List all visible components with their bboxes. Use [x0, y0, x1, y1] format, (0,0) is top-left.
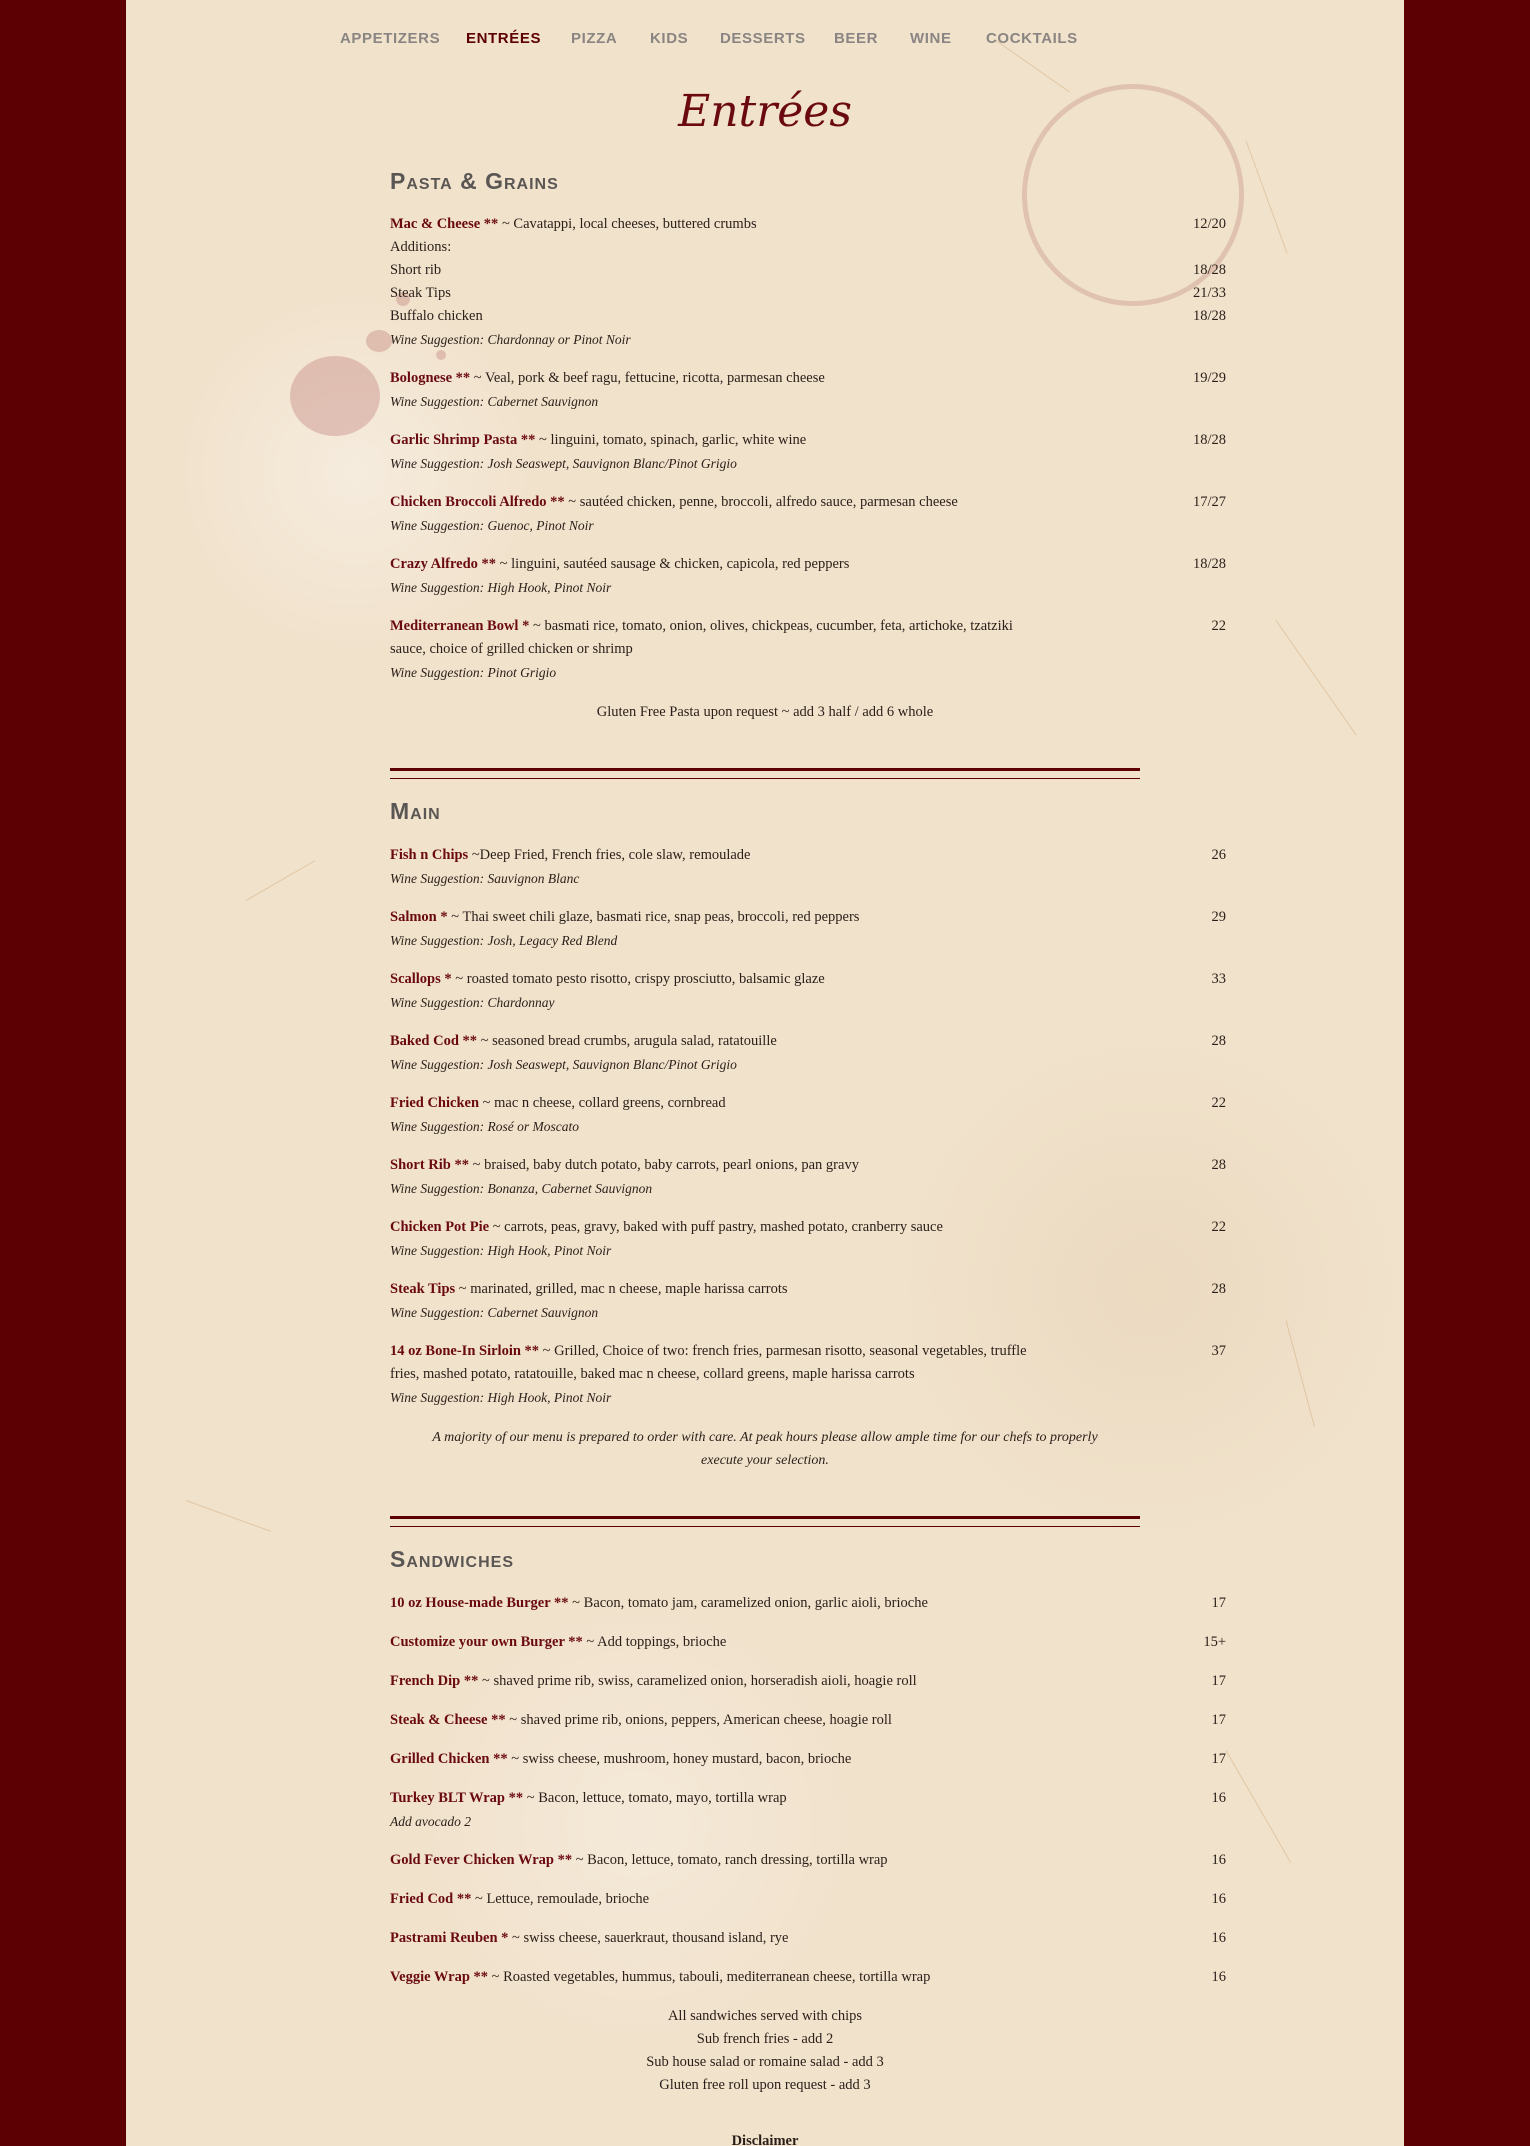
addition-label: Steak Tips [390, 285, 451, 301]
sandwich-note: Sub french fries - add 2 [696, 2031, 834, 2047]
item-price: 17 [1211, 1595, 1226, 1611]
item-name: Customize your own Burger ** [390, 1634, 583, 1650]
item-desc: ~Deep Fried, French fries, cole slaw, remoulade [468, 847, 751, 863]
item-desc: ~ carrots, peas, gravy, baked with puff pastry, mashed potato, cranberry sauce [489, 1219, 943, 1235]
nav-kids[interactable]: KIDS [650, 30, 689, 47]
menu-item-steak-tips [390, 1279, 1030, 1299]
item-price: 26 [1211, 847, 1226, 863]
paper-fiber [1276, 620, 1357, 735]
nav-beer[interactable]: BEER [834, 30, 879, 47]
item-price: 17 [1211, 1712, 1226, 1728]
item-price: 22 [1211, 1095, 1226, 1111]
item-price: 28 [1211, 1157, 1226, 1173]
item-price: 22 [1211, 618, 1226, 634]
menu-item-crazy-alfredo [390, 554, 1030, 574]
menu-item-bone-in-sirloin [390, 1341, 1030, 1361]
menu-item-turkey-blt-wrap [390, 1788, 1030, 1808]
wine-suggestion: Wine Suggestion: High Hook, Pinot Noir [390, 1243, 612, 1258]
sandwich-note: All sandwiches served with chips [667, 2008, 863, 2024]
item-desc: ~ linguini, tomato, spinach, garlic, white wine [535, 432, 807, 448]
paper-fiber [1246, 140, 1288, 253]
item-name: Steak Tips [390, 1281, 456, 1297]
item-name: Grilled Chicken ** [390, 1751, 508, 1767]
item-name: Chicken Broccoli Alfredo ** [390, 494, 565, 510]
wine-stain-blob [290, 356, 380, 436]
wine-stain-blob [366, 330, 392, 352]
paper-fiber [246, 860, 316, 901]
item-price: 33 [1211, 971, 1226, 987]
item-price: 12/20 [1192, 216, 1226, 232]
menu-item-chicken-alfredo [390, 492, 1030, 512]
item-name: Mac & Cheese ** [390, 216, 499, 232]
item-desc: ~ Lettuce, remoulade, brioche [471, 1891, 650, 1907]
menu-item-grilled-chicken [390, 1749, 1030, 1769]
menu-item-mediterranean-bowl [390, 616, 1030, 636]
addition-price: 18/28 [1192, 262, 1226, 278]
wine-suggestion: Wine Suggestion: Cabernet Sauvignon [390, 1305, 599, 1320]
item-name: French Dip ** [390, 1673, 479, 1689]
section-title-pasta: Pasta & Grains [390, 168, 559, 194]
menu-item-mac-cheese [390, 214, 1030, 234]
wine-suggestion: Wine Suggestion: Chardonnay [390, 995, 555, 1010]
item-desc: ~ Roasted vegetables, hummus, tabouli, mediterranean cheese, tortilla wrap [488, 1969, 931, 1985]
wine-suggestion: Wine Suggestion: Guenoc, Pinot Noir [390, 518, 594, 533]
menu-item-bolognese [390, 368, 1030, 388]
item-name: Fried Cod ** [390, 1891, 472, 1907]
paper-fiber [186, 1500, 271, 1532]
item-name: Baked Cod ** [390, 1033, 478, 1049]
item-desc: ~ Cavatappi, local cheeses, buttered crumbs [498, 216, 757, 232]
item-name: Mediterranean Bowl * [390, 618, 530, 634]
item-name: Crazy Alfredo ** [390, 556, 497, 572]
wine-stain-blob [436, 350, 446, 360]
paper-fiber [1226, 1750, 1292, 1863]
item-name: Steak & Cheese ** [390, 1712, 506, 1728]
menu-item-garlic-shrimp [390, 430, 1030, 450]
item-desc: ~ mac n cheese, collard greens, cornbread [479, 1095, 726, 1111]
nav-entrees[interactable]: ENTRÉES [466, 30, 542, 47]
menu-item-french-dip [390, 1671, 1030, 1691]
menu-item-pastrami-reuben [390, 1928, 1030, 1948]
item-desc: ~ shaved prime rib, swiss, caramelized onion, horseradish aioli, hoagie roll [478, 1673, 917, 1689]
item-price: 22 [1211, 1219, 1226, 1235]
menu-item-salmon [390, 907, 1030, 927]
item-desc: ~ Bacon, lettuce, tomato, ranch dressing, tortilla wrap [572, 1852, 888, 1868]
item-desc: ~ seasoned bread crumbs, arugula salad, ratatouille [477, 1033, 777, 1049]
page-title: Entrées [678, 86, 852, 137]
item-desc: ~ braised, baby dutch potato, baby carrots, pearl onions, pan gravy [468, 1157, 859, 1173]
addition-label: Buffalo chicken [390, 308, 483, 324]
item-desc: ~ Thai sweet chili glaze, basmati rice, snap peas, broccoli, red peppers [447, 909, 860, 925]
menu-item-custom-burger [390, 1632, 1030, 1652]
kitchen-note-line2: execute your selection. [701, 1453, 829, 1468]
sandwich-note: Sub house salad or romaine salad - add 3 [646, 2054, 884, 2070]
item-name: Pastrami Reuben * [390, 1930, 509, 1946]
item-name: Veggie Wrap ** [390, 1969, 489, 1985]
item-desc: ~ swiss cheese, mushroom, honey mustard, bacon, brioche [507, 1751, 852, 1767]
menu-paper [126, 0, 1404, 2146]
item-price: 15+ [1203, 1634, 1226, 1650]
addition-label: Short rib [390, 262, 442, 278]
menu-item-fried-cod [390, 1889, 1030, 1909]
nav-appetizers[interactable]: APPETIZERS [340, 30, 441, 47]
item-price: 16 [1211, 1852, 1226, 1868]
menu-item-veggie-wrap [390, 1967, 1030, 1987]
section-divider [390, 1516, 1140, 1527]
item-price: 18/28 [1192, 432, 1226, 448]
item-name: Short Rib ** [390, 1157, 469, 1173]
item-price: 16 [1211, 1969, 1226, 1985]
item-name: 14 oz Bone-In Sirloin ** [390, 1343, 540, 1359]
item-desc: ~ basmati rice, tomato, onion, olives, chickpeas, cucumber, feta, artichoke, tzatziki [529, 618, 1013, 634]
item-desc: ~ Bacon, tomato jam, caramelized onion, garlic aioli, brioche [568, 1595, 928, 1611]
item-desc: ~ linguini, sautéed sausage & chicken, capicola, red peppers [496, 556, 850, 572]
section-title-sandwiches: Sandwiches [390, 1546, 515, 1572]
item-price: 16 [1211, 1790, 1226, 1806]
nav-desserts[interactable]: DESSERTS [720, 30, 806, 47]
item-name: Turkey BLT Wrap ** [390, 1790, 524, 1806]
item-price: 28 [1211, 1281, 1226, 1297]
item-desc: ~ Veal, pork & beef ragu, fettucine, ricotta, parmesan cheese [470, 370, 825, 386]
item-name: Chicken Pot Pie [390, 1219, 490, 1235]
item-name: Scallops * [390, 971, 452, 987]
additions-label: Additions: [390, 239, 452, 255]
item-name: 10 oz House-made Burger ** [390, 1595, 569, 1611]
item-name: Fried Chicken [390, 1095, 480, 1111]
item-name: Fish n Chips [390, 847, 469, 863]
item-desc-continued: sauce, choice of grilled chicken or shrimp [390, 641, 633, 657]
paper-fiber [1286, 1320, 1315, 1427]
item-price: 18/28 [1192, 556, 1226, 572]
menu-item-fried-chicken [390, 1093, 1030, 1113]
item-desc: ~ Add toppings, brioche [582, 1634, 727, 1650]
kitchen-note-line1: A majority of our menu is prepared to order with care. At peak hours please allow ample time for our chefs to properly [432, 1430, 1098, 1445]
menu-category-nav [126, 30, 1404, 54]
gluten-free-note: Gluten Free Pasta upon request ~ add 3 half / add 6 whole [596, 704, 934, 720]
item-price: 19/29 [1192, 370, 1226, 386]
item-desc: ~ sautéed chicken, penne, broccoli, alfredo sauce, parmesan cheese [564, 494, 958, 510]
menu-item-steak-cheese [390, 1710, 1030, 1730]
item-price: 17/27 [1192, 494, 1226, 510]
item-desc: ~ shaved prime rib, onions, peppers, American cheese, hoagie roll [505, 1712, 892, 1728]
item-name: Gold Fever Chicken Wrap ** [390, 1852, 573, 1868]
addition-price: 18/28 [1192, 308, 1226, 324]
wine-suggestion: Wine Suggestion: High Hook, Pinot Noir [390, 580, 612, 595]
item-name: Garlic Shrimp Pasta ** [390, 432, 536, 448]
item-price: 29 [1211, 909, 1226, 925]
sandwich-note: Gluten free roll upon request - add 3 [659, 2077, 871, 2093]
wine-suggestion: Wine Suggestion: Pinot Grigio [390, 665, 557, 680]
nav-cocktails[interactable]: COCKTAILS [986, 30, 1078, 47]
disclaimer-heading: Disclaimer [731, 2133, 799, 2146]
section-title-main: Main [390, 798, 441, 824]
wine-suggestion: Wine Suggestion: Josh Seaswept, Sauvignon Blanc/Pinot Grigio [390, 1057, 737, 1072]
wine-suggestion: Wine Suggestion: Chardonnay or Pinot Noir [390, 332, 631, 347]
item-desc: ~ roasted tomato pesto risotto, crispy prosciutto, balsamic glaze [451, 971, 825, 987]
wine-suggestion: Wine Suggestion: Cabernet Sauvignon [390, 394, 599, 409]
item-desc-continued: fries, mashed potato, ratatouille, baked mac n cheese, collard greens, maple harissa carrots [390, 1366, 915, 1382]
item-price: 28 [1211, 1033, 1226, 1049]
item-desc: ~ Bacon, lettuce, tomato, mayo, tortilla wrap [523, 1790, 787, 1806]
wine-suggestion: Wine Suggestion: High Hook, Pinot Noir [390, 1390, 612, 1405]
menu-item-scallops [390, 969, 1030, 989]
wine-suggestion: Wine Suggestion: Josh, Legacy Red Blend [390, 933, 618, 948]
wine-suggestion: Wine Suggestion: Josh Seaswept, Sauvignon Blanc/Pinot Grigio [390, 456, 737, 471]
wine-suggestion: Wine Suggestion: Sauvignon Blanc [390, 871, 580, 886]
item-name: Salmon * [390, 909, 448, 925]
item-price: 17 [1211, 1673, 1226, 1689]
addition-price: 21/33 [1192, 285, 1226, 301]
menu-item-gold-fever-wrap [390, 1850, 1030, 1870]
item-addon: Add avocado 2 [390, 1814, 471, 1829]
menu-item-short-rib [390, 1155, 1030, 1175]
menu-item-baked-cod [390, 1031, 1030, 1051]
item-desc: ~ marinated, grilled, mac n cheese, maple harissa carrots [455, 1281, 788, 1297]
nav-wine[interactable]: WINE [910, 30, 952, 47]
item-price: 16 [1211, 1891, 1226, 1907]
menu-item-fish-n-chips [390, 845, 1030, 865]
item-price: 16 [1211, 1930, 1226, 1946]
menu-item-house-burger [390, 1593, 1030, 1613]
wine-suggestion: Wine Suggestion: Bonanza, Cabernet Sauvignon [390, 1181, 653, 1196]
item-name: Bolognese ** [390, 370, 471, 386]
menu-item-chicken-pot-pie [390, 1217, 1030, 1237]
section-divider [390, 768, 1140, 779]
item-desc: ~ swiss cheese, sauerkraut, thousand island, rye [508, 1930, 789, 1946]
item-price: 37 [1211, 1343, 1226, 1359]
nav-pizza[interactable]: PIZZA [571, 30, 618, 47]
item-price: 17 [1211, 1751, 1226, 1767]
item-desc: ~ Grilled, Choice of two: french fries, parmesan risotto, seasonal vegetables, truffle [539, 1343, 1027, 1359]
wine-suggestion: Wine Suggestion: Rosé or Moscato [390, 1119, 579, 1134]
